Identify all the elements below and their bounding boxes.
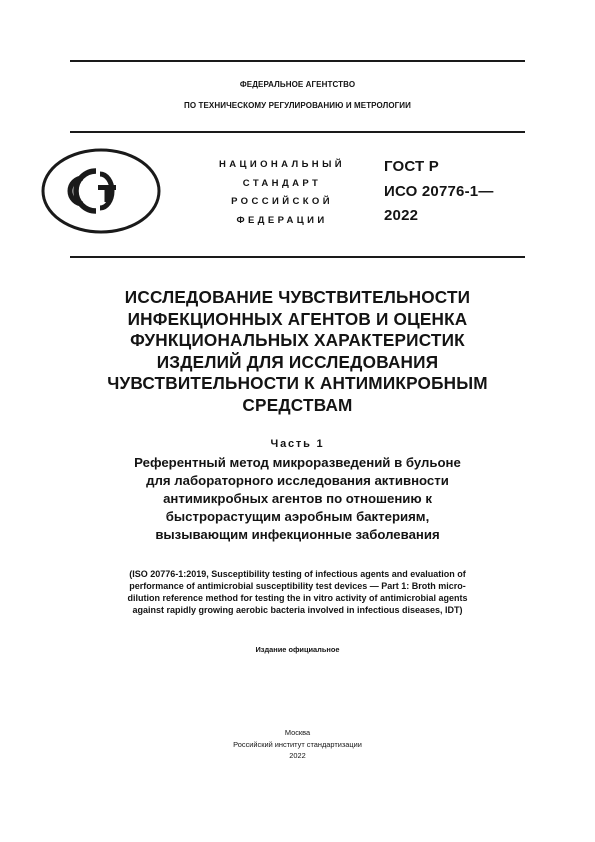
standard-type-line: НАЦИОНАЛЬНЫЙ bbox=[219, 159, 345, 170]
title-line: ЧУВСТВИТЕЛЬНОСТИ К АНТИМИКРОБНЫМ bbox=[107, 373, 488, 394]
subtitle-line: вызывающим инфекционные заболевания bbox=[155, 526, 440, 542]
iso-reference-line: dilution reference method for testing the in vitro activity of antimicrobial agents bbox=[127, 593, 468, 603]
agency-line-1: ФЕДЕРАЛЬНОЕ АГЕНТСТВО bbox=[239, 80, 356, 89]
title-line: ФУНКЦИОНАЛЬНЫХ ХАРАКТЕРИСТИК bbox=[130, 330, 465, 351]
imprint-publisher: Российский институт стандартизации bbox=[233, 739, 362, 749]
designation-line: 2022 bbox=[384, 207, 419, 224]
iso-reference-line: performance of antimicrobial susceptibility test devices — Part 1: Broth micro- bbox=[129, 581, 466, 591]
document-subtitle bbox=[40, 454, 555, 544]
standard-type-line: РОССИЙСКОЙ bbox=[231, 196, 333, 207]
header-rule bbox=[70, 131, 525, 133]
agency-line-2: ПО ТЕХНИЧЕСКОМУ РЕГУЛИРОВАНИЮ И МЕТРОЛОГИИ bbox=[183, 101, 412, 110]
subtitle-line: антимикробных агентов по отношению к bbox=[163, 490, 432, 506]
publisher-imprint bbox=[70, 727, 525, 762]
designation-line: ГОСТ Р bbox=[384, 158, 439, 175]
subtitle-line: для лабораторного исследования активности bbox=[146, 472, 449, 488]
designation-line: ИСО 20776-1— bbox=[384, 182, 494, 200]
top-rule bbox=[70, 60, 525, 62]
rst-emblem-icon bbox=[40, 147, 162, 235]
edition-note: Издание официальное bbox=[255, 645, 340, 654]
iso-reference-line: against rapidly growing aerobic bacteria involved in infectious diseases, IDT) bbox=[132, 605, 463, 615]
part-label: Часть 1 bbox=[270, 438, 325, 450]
iso-reference-line: (ISO 20776-1:2019, Susceptibility testing of infectious agents and evaluation of bbox=[129, 569, 466, 579]
title-line: СРЕДСТВАМ bbox=[242, 394, 353, 415]
title-line: ИНФЕКЦИОННЫХ АГЕНТОВ И ОЦЕНКА bbox=[127, 308, 468, 329]
title-line: ИССЛЕДОВАНИЕ ЧУВСТВИТЕЛЬНОСТИ bbox=[124, 287, 471, 307]
standard-type bbox=[196, 156, 368, 230]
standard-designation bbox=[384, 155, 494, 229]
title-line: ИЗДЕЛИЙ ДЛЯ ИССЛЕДОВАНИЯ bbox=[156, 351, 439, 372]
standard-type-line: СТАНДАРТ bbox=[242, 177, 322, 189]
standard-type-line: ФЕДЕРАЦИИ bbox=[236, 214, 328, 226]
imprint-year: 2022 bbox=[289, 751, 306, 760]
subtitle-line: Референтный метод микроразведений в бульоне bbox=[134, 455, 461, 470]
iso-reference bbox=[45, 568, 550, 616]
title-rule bbox=[70, 256, 525, 258]
document-title bbox=[40, 287, 555, 417]
subtitle-line: быстрорастущим аэробным бактериям, bbox=[165, 508, 430, 524]
imprint-city: Москва bbox=[284, 728, 311, 737]
